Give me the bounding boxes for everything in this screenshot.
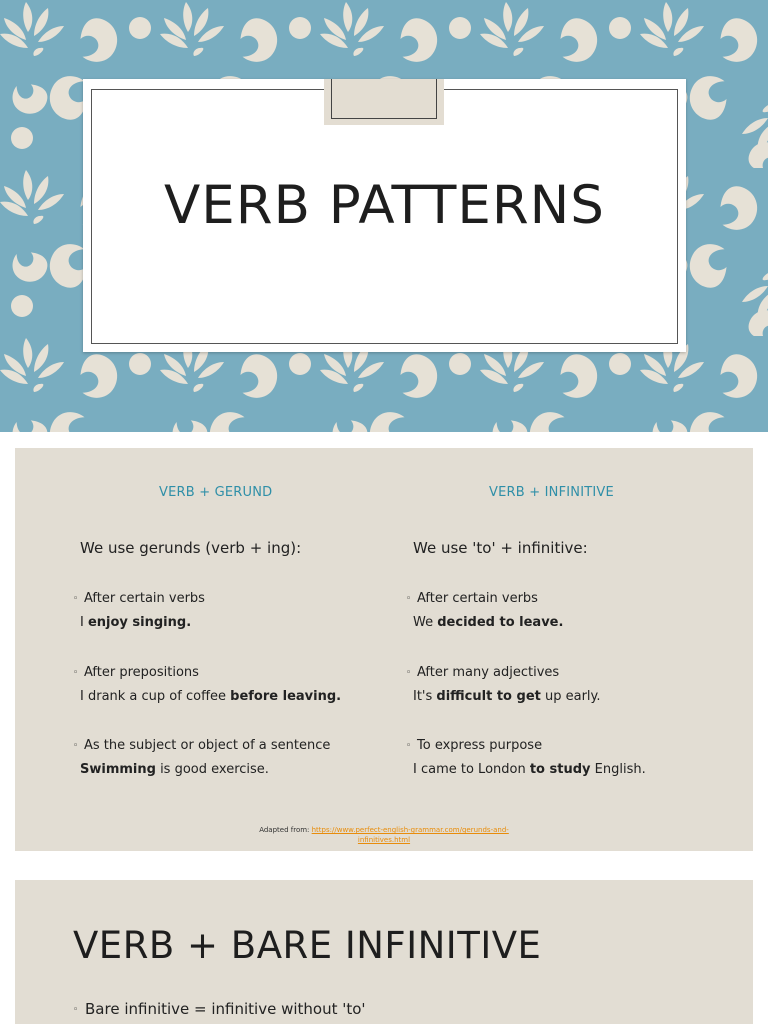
gerund-heading: VERB + GERUND [159,485,273,500]
bullet-label: After certain verbs [417,591,538,606]
list-item [406,661,601,709]
bullet-example: I drank a cup of coffee before leaving. [80,689,342,704]
bullet-example: I enjoy singing. [80,615,192,630]
source-link-continued[interactable]: infinitives.html [357,836,411,844]
small-circle-bullet-icon: ◦ [73,741,79,751]
list-item [73,734,330,782]
source-prefix: Adapted from: [259,826,312,834]
title-slide [0,0,768,432]
bare-infinitive-title: VERB + BARE INFINITIVE [73,924,542,967]
small-circle-bullet-icon: ◦ [73,594,79,604]
infinitive-intro: We use 'to' + infinitive: [413,539,588,557]
small-circle-bullet-icon: ◦ [73,1005,79,1015]
bullet-label: Bare infinitive = infinitive without 'to' [85,1000,366,1018]
gerund-intro: We use gerunds (verb + ing): [80,539,302,557]
small-circle-bullet-icon: ◦ [406,668,412,678]
bullet-label: After many adjectives [417,665,560,680]
page-title: VERB PATTERNS [164,175,605,236]
source-citation [15,825,753,845]
bullet-label: After prepositions [84,665,199,680]
list-item [73,1000,366,1018]
bullet-example: Swimming is good exercise. [80,762,269,777]
bullet-label: To express purpose [417,738,543,753]
title-tab-decoration [324,79,444,125]
infinitive-heading: VERB + INFINITIVE [489,485,614,500]
bullet-example: It's difficult to get up early. [413,689,601,704]
list-item [73,587,205,635]
list-item [406,587,563,635]
small-circle-bullet-icon: ◦ [406,594,412,604]
bullet-label: As the subject or object of a sentence [84,738,331,753]
title-card [83,79,686,352]
title-tab-frame [331,79,437,119]
source-link[interactable]: https://www.perfect-english-grammar.com/gerunds-and- [311,826,509,834]
bullet-label: After certain verbs [84,591,205,606]
small-circle-bullet-icon: ◦ [73,668,79,678]
bare-infinitive-slide [15,880,753,1024]
small-circle-bullet-icon: ◦ [406,741,412,751]
gerund-infinitive-slide [15,448,753,851]
list-item [73,661,341,709]
bullet-example: We decided to leave. [413,615,564,630]
list-item [406,734,646,782]
bullet-example: I came to London to study English. [413,762,646,777]
